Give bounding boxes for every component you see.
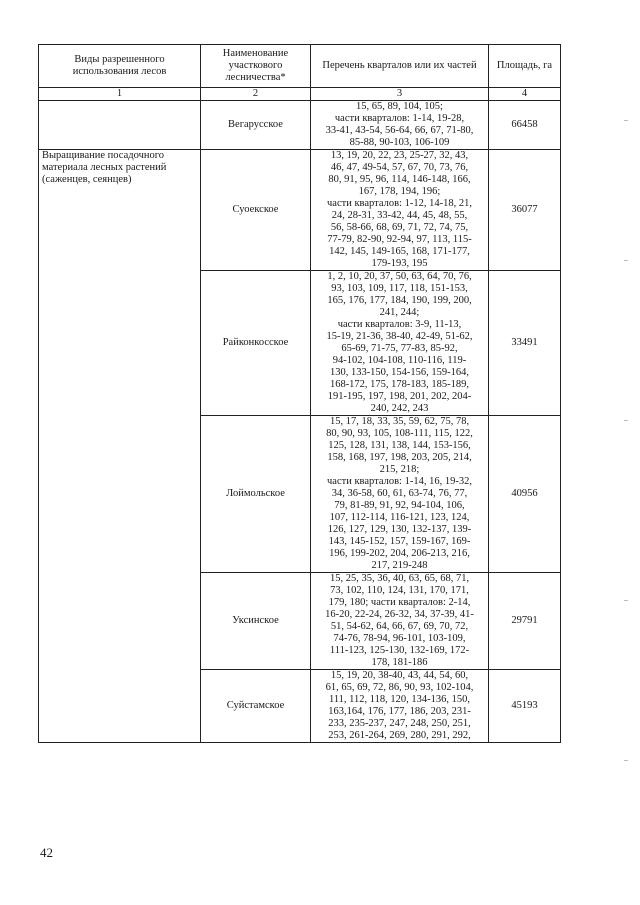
header-quarter-list: Перечень кварталов или их частей: [311, 45, 489, 88]
quarter-list: [311, 101, 489, 150]
quarter-list-line: 191-195, 197, 198, 201, 202, 204-: [327, 391, 472, 402]
forestry-name: Лоймольское: [201, 416, 311, 573]
column-number: 1: [39, 88, 201, 101]
quarter-list-line: 167, 178, 194, 196;: [358, 186, 441, 197]
forestry-name: Райконкосское: [201, 271, 311, 416]
quarter-list-line: 215, 218;: [379, 464, 420, 475]
forestry-name: Уксинское: [201, 573, 311, 670]
quarter-list-line: 217, 219-248: [371, 560, 428, 571]
forest-use-table: [38, 44, 561, 743]
quarter-list-line: 125, 128, 131, 138, 144, 153-156,: [328, 440, 471, 451]
quarter-list-line: 130, 133-150, 154-156, 159-164,: [329, 367, 470, 378]
quarter-list-line: 241, 244;: [379, 307, 420, 318]
use-kind-cell: Выращивание посадочного материала лесных растений (саженцев, сеянцев): [39, 150, 201, 743]
column-number: 2: [201, 88, 311, 101]
quarter-list-line: 51, 54-62, 64, 66, 67, 69, 70, 72,: [330, 621, 469, 632]
page-number: 42: [40, 845, 53, 860]
table-header-row: [39, 45, 561, 88]
quarter-list-line: 178, 181-186: [371, 657, 428, 668]
forestry-name: Суйстамское: [201, 670, 311, 743]
quarter-list-line: 93, 103, 109, 117, 118, 151-153,: [331, 283, 468, 294]
quarter-list-line: 80, 91, 95, 96, 114, 146-148, 166,: [328, 174, 471, 185]
area-value: 66458: [489, 101, 561, 150]
quarter-list-line: 77-79, 82-90, 92-94, 97, 113, 115-: [327, 234, 472, 245]
quarter-list-line: части кварталов: 1-14, 16, 19-32,: [327, 476, 472, 487]
header-area: Площадь, га: [489, 45, 561, 88]
forestry-name: Суоекское: [201, 150, 311, 271]
quarter-list-line: 65-69, 71-75, 77-83, 85-92,: [341, 343, 458, 354]
quarter-list: [311, 573, 489, 670]
area-value: 33491: [489, 271, 561, 416]
table-row: [39, 150, 561, 271]
quarter-list-line: 16-20, 22-24, 26-32, 34, 37-39, 41-: [325, 609, 474, 620]
quarter-list-line: 143, 145-152, 157, 159-167, 169-: [328, 536, 471, 547]
area-value: 36077: [489, 150, 561, 271]
column-number: 4: [489, 88, 561, 101]
quarter-list: [311, 150, 489, 271]
quarter-list-line: 46, 47, 49-54, 57, 67, 70, 73, 76,: [330, 162, 469, 173]
quarter-list-line: 196, 199-202, 204, 206-213, 216,: [329, 548, 470, 559]
quarter-list-line: 33-41, 43-54, 56-64, 66, 67, 71-80,: [325, 125, 474, 136]
quarter-list-line: 79, 81-89, 91, 92, 94-104, 106,: [334, 500, 465, 511]
quarter-list-line: 163,164, 176, 177, 186, 203, 231-: [328, 706, 471, 717]
quarter-list-line: 61, 65, 69, 72, 86, 90, 93, 102-104,: [325, 682, 474, 693]
header-forestry-name: Наименование участкового лесничества*: [201, 45, 311, 88]
scan-edge-mark: [624, 420, 628, 421]
quarter-list-line: 158, 168, 197, 198, 203, 205, 214,: [327, 452, 472, 463]
scan-edge-mark: [624, 260, 628, 261]
quarter-list-line: 142, 145, 149-165, 168, 171-177,: [329, 246, 470, 257]
quarter-list-line: 13, 19, 20, 22, 23, 25-27, 32, 43,: [330, 150, 469, 161]
quarter-list-line: 111-123, 125-130, 132-169, 172-: [329, 645, 470, 656]
quarter-list-line: части кварталов: 1-12, 14-18, 21,: [327, 198, 472, 209]
quarter-list-line: 56, 58-66, 68, 69, 71, 72, 74, 75,: [330, 222, 469, 233]
quarter-list-line: 165, 176, 177, 184, 190, 199, 200,: [327, 295, 472, 306]
area-value: 29791: [489, 573, 561, 670]
scan-edge-mark: [624, 760, 628, 761]
quarter-list-line: 253, 261-264, 269, 280, 291, 292,: [328, 730, 471, 741]
column-number-row: [39, 88, 561, 101]
quarter-list-line: 233, 235-237, 247, 248, 250, 251,: [328, 718, 471, 729]
quarter-list-line: 107, 112-114, 116-121, 123, 124,: [329, 512, 470, 523]
quarter-list-line: 126, 127, 129, 130, 132-137, 139-: [327, 524, 472, 535]
quarter-list-line: 85-88, 90-103, 106-109: [349, 137, 450, 148]
quarter-list-line: 15, 25, 35, 36, 40, 63, 65, 68, 71,: [329, 573, 470, 584]
quarter-list-line: 15-19, 21-36, 38-40, 42-49, 51-62,: [326, 331, 473, 342]
quarter-list-line: 1, 2, 10, 20, 37, 50, 63, 64, 70, 76,: [327, 271, 472, 282]
quarter-list-line: 15, 19, 20, 38-40, 43, 44, 54, 60,: [330, 670, 469, 681]
use-kind-cell-empty: [39, 101, 201, 150]
quarter-list: [311, 416, 489, 573]
quarter-list-line: 34, 36-58, 60, 61, 63-74, 76, 77,: [331, 488, 468, 499]
quarter-list-line: 94-102, 104-108, 110-116, 119-: [332, 355, 467, 366]
quarter-list-line: 111, 112, 118, 120, 134-136, 150,: [328, 694, 471, 705]
quarter-list-line: 240, 242, 243: [370, 403, 429, 414]
quarter-list-line: 80, 90, 93, 105, 108-111, 115, 122,: [326, 428, 473, 439]
quarter-list-line: 179-193, 195: [371, 258, 428, 269]
scan-edge-mark: [624, 120, 628, 121]
quarter-list-line: 15, 17, 18, 33, 35, 59, 62, 75, 78,: [329, 416, 470, 427]
table-row: [39, 101, 561, 150]
area-value: 45193: [489, 670, 561, 743]
quarter-list-line: части кварталов: 3-9, 11-13,: [337, 319, 462, 330]
header-use-kind: Виды разрешенного использования лесов: [39, 45, 201, 88]
forestry-name: Вегарусское: [201, 101, 311, 150]
quarter-list-line: 74-76, 78-94, 96-101, 103-109,: [333, 633, 466, 644]
quarter-list: [311, 271, 489, 416]
quarter-list-line: 73, 102, 110, 124, 131, 170, 171,: [330, 585, 469, 596]
quarter-list: [311, 670, 489, 743]
quarter-list-line: 15, 65, 89, 104, 105;: [356, 101, 443, 112]
area-value: 40956: [489, 416, 561, 573]
quarter-list-line: 179, 180; части кварталов: 2-14,: [328, 597, 471, 608]
quarter-list-line: 24, 28-31, 33-42, 44, 45, 48, 55,: [331, 210, 468, 221]
column-number: 3: [311, 88, 489, 101]
quarter-list-line: части кварталов: 1-14, 19-28,: [334, 113, 465, 124]
scan-edge-mark: [624, 600, 628, 601]
quarter-list-line: 168-172, 175, 178-183, 185-189,: [329, 379, 470, 390]
